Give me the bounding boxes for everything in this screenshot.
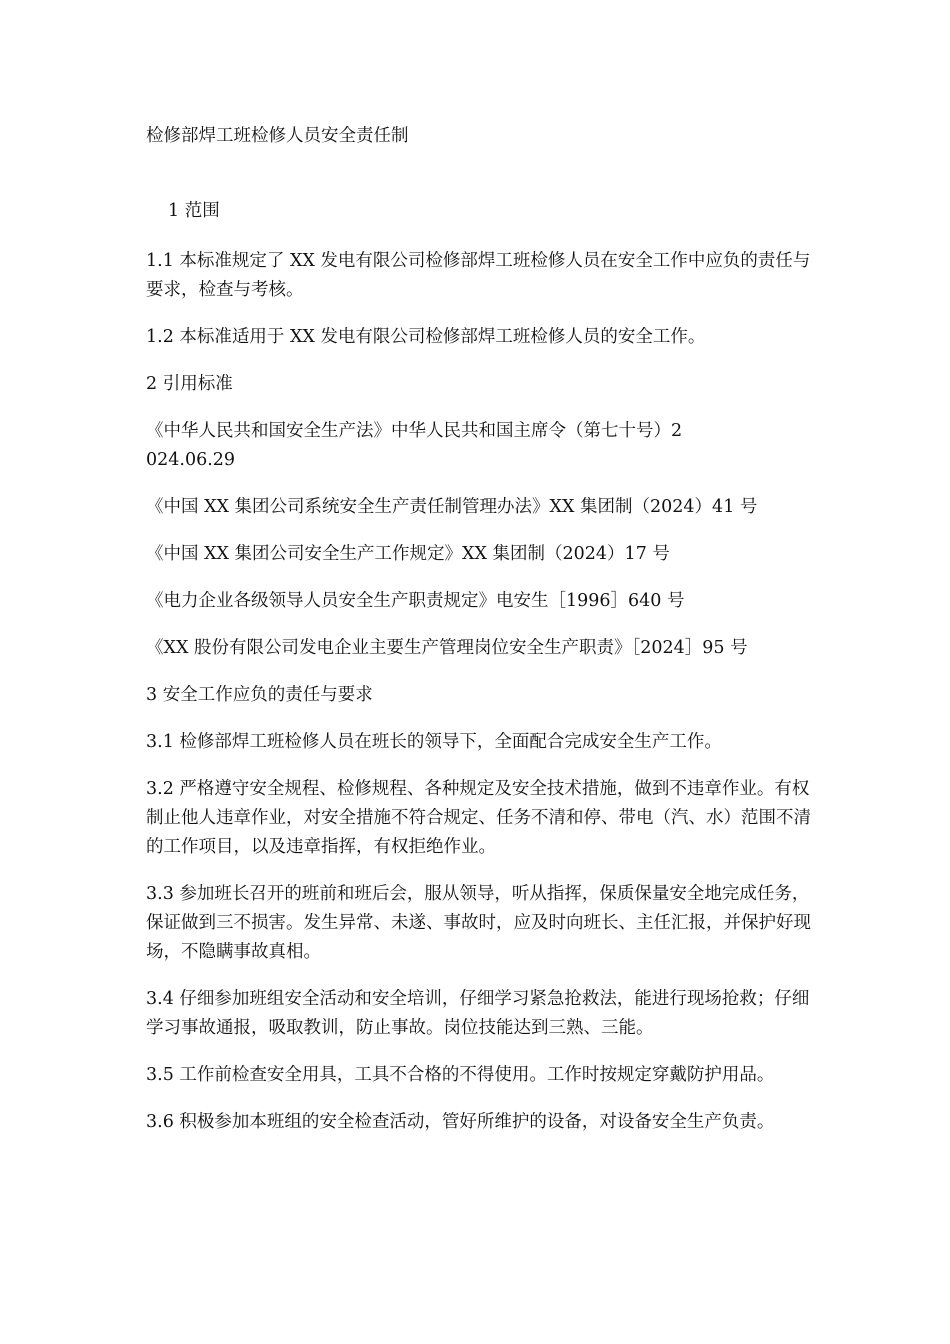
- section-1-heading: 1 范围: [168, 201, 220, 221]
- reference-5: 《XX 股份有限公司发电企业主要生产管理岗位安全生产职责》［2024］95 号: [146, 638, 748, 658]
- clause-3-5: 3.5 工作前检查安全用具，工具不合格的不得使用。工作时按规定穿戴防护用品。: [146, 1065, 775, 1085]
- clause-1-1: 1.1 本标准规定了 XX 发电有限公司检修部焊工班检修人员在安全工作中应负的责任与要求，检查与考核。: [146, 251, 811, 300]
- section-2-heading: 2 引用标准: [146, 374, 233, 394]
- clause-3-1: 3.1 检修部焊工班检修人员在班长的领导下，全面配合完成安全生产工作。: [146, 732, 722, 752]
- clause-1-2: 1.2 本标准适用于 XX 发电有限公司检修部焊工班检修人员的安全工作。: [146, 327, 706, 347]
- document-title: 检修部焊工班检修人员安全责任制: [146, 126, 409, 146]
- clause-3-6: 3.6 积极参加本班组的安全检查活动，管好所维护的设备，对设备安全生产负责。: [146, 1112, 775, 1132]
- reference-2: 《中国 XX 集团公司系统安全生产责任制管理办法》XX 集团制（2024）41 号: [146, 497, 758, 517]
- clause-3-3: 3.3 参加班长召开的班前和班后会，服从领导，听从指挥，保质保量安全地完成任务，保证做到三不损害。发生异常、未遂、事故时，应及时向班长、主任汇报，并保护好现场，不隐瞒事故真相。: [146, 884, 811, 962]
- reference-3: 《中国 XX 集团公司安全生产工作规定》XX 集团制（2024）17 号: [146, 544, 670, 564]
- document-body: [146, 122, 826, 1155]
- clause-3-2: 3.2 严格遵守安全规程、检修规程、各种规定及安全技术措施，做到不违章作业。有权制止他人违章作业，对安全措施不符合规定、任务不清和停、带电（汽、水）范围不清的工作项目，以及违章指挥，有权拒绝作业。: [146, 779, 811, 857]
- reference-1: 《中华人民共和国安全生产法》中华人民共和国主席令（第七十号）2024.06.29: [146, 421, 683, 470]
- reference-4: 《电力企业各级领导人员安全生产职责规定》电安生［1996］640 号: [146, 591, 685, 611]
- section-3-heading: 3 安全工作应负的责任与要求: [146, 685, 373, 705]
- clause-3-4: 3.4 仔细参加班组安全活动和安全培训，仔细学习紧急抢救法，能进行现场抢救；仔细学习事故通报，吸取教训，防止事故。岗位技能达到三熟、三能。: [146, 989, 810, 1038]
